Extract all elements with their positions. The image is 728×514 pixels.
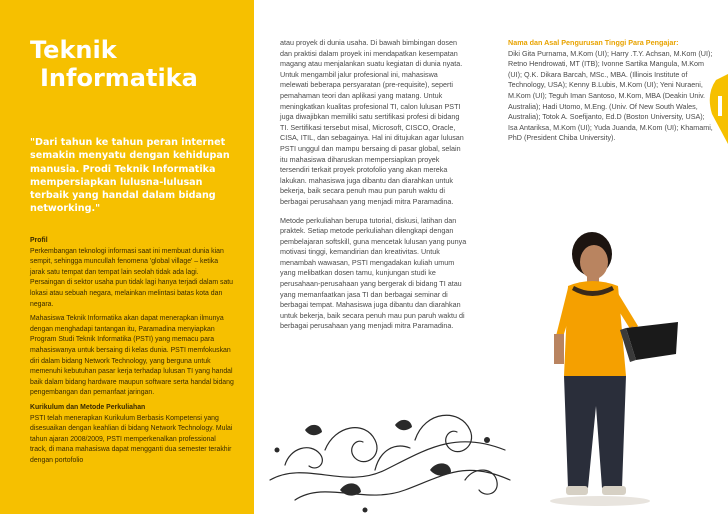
lecturers-list: Diki Gita Purnama, M.Kom (UI); Harry .T.Y. Achsan, M.Kom (UI); Retno Hendrowati, MT (ITB); Ivonne Sartika Mangula, M.Kom (UI); Q.K. Dikara Barcah, MSc., MBA. (Illinois Institute of Technology, USA); Kenny B.Lubis, M.Kom (UI); Yeni Nuraeni, M.Kom (UI); Teguh Iman Santoso, M.Kom, MBA (Deakin Univ. Australia); Hadi Utomo, M.Eng. (Univ. Of New South Wales, Australia); Totok A. Soefijanto, Ed.D (Boston University, USA); Isa Antariksa, M.Kom (UI); Yuda Juanda, M.Kom (UI); Khamami, PhD (President Chiba University). [508,48,713,143]
pull-quote: "Dari tahun ke tahun peran internet semakin menyatu dengan kehidupan manusia. Prodi Teknik Informatika mempersiapkan lulusna-lulusan terbaik yang handal dalam bidang networking." [30,137,230,215]
page-title [30,36,198,92]
floral-swirl-ornament [265,330,515,514]
middle-column [280,38,468,340]
middle-paragraph-1: atau proyek di dunia usaha. Di bawah bimbingan dosen dan praktisi dalam proyek ini mendapatkan kesempatan magang atau menjalankan suatu kegiatan di dunia nyata. Untuk mengambil jalur profesional ini, mahasiswa melewati beberapa persyaratan (pre-requisite), seperti pemahaman teori dan aplikasi yang matang. Untuk meningkatkan kualitas profesional TI, calon lulusan PSTI juga diwajibkan memiliki satu sertifikasi profesi di bidang TI. Sertifikasi tersebut misal, Microsoft, CISCO, Oracle, CISA, ITIL, dan sebagainya. Hal ini ditujukan agar lulusan PSTI unggul dan mampu bersaing di pasar global, selain itu mahasiswa diharuskan mempersiapkan proyek tersendiri terkait proyek protofolio yang akan mereka lakukan. mahasiswa juga dibantu dan diarahkan untuk bekerja, baik secara penuh mau pun paruh waktu di berbagai perusahaan yang menjadi mitra Paramadina. [280,38,464,206]
profil-paragraph-2: Mahasiswa Teknik Informatika akan dapat menerapkan ilmunya dengan menghadapi tantangan itu, Paramadina menyiapkan Program Studi Teknik Informatika (PSTI) yang memacu para mahasiswanya untuk bersaing di kelas dunia. PSTI memfokuskan diri dalam bidang Network Technology, yang berguna untuk memenuhi kebutuhan pasar kerja terhadap lulusan TI yang handal baik dalam bidang hardware maupun software serta handal bidang pengembangan dan pemanfaat jaringan. [30,315,234,397]
kurikulum-heading: Kurikulum dan Metode Perkuliahan [30,403,146,411]
middle-paragraph-2: Metode perkuliahan berupa tutorial, diskusi, latihan dan praktek. Setiap metode perkuliahan dilengkapi dengan pembelajaran softskill, guna mencetak lulusan yang punya motivasi tinggi, kemandirian dan kreativitas. Untuk menambah wawasan, PSTI mengadakan kuliah umum yang melibatkan dosen tamu, kunjungan studi ke perusahaan-perusahaan yang bergerak di bidang TI atau yang memanfaatkan jasa TI dan berbagai seminar di berbagai tempat. Mahasiswa juga dibantu dan diarahkan untuk bekerja, baik secara penuh mau pun paruh waktu di berbagai perusahaan yang menjadi mitra Paramadina. [280,215,467,331]
yellow-side-panel [0,0,254,514]
title-line-2: Informatika [40,64,198,92]
student-with-laptop-photo [540,226,682,508]
kurikulum-paragraph: PSTI telah menerapkan Kurikulum Berbasis Kompetensi yang disesuaikan dengan keahlian di bidang Network Technology. Mulai tahun ajaran 2008/2009, PSTI memperkenalkan professional track, di mana mahasiswa dapat mengganti dua semester terakhir dengan portofolio [30,414,233,464]
profil-section [30,236,234,470]
yellow-corner-decoration [706,74,728,144]
profil-heading: Profil [30,237,48,244]
lecturers-column [508,38,716,144]
lecturers-heading: Nama dan Asal Pengurusan Tinggi Para Pengajar: [508,38,679,47]
profil-paragraph-1: Perkembangan teknologi informasi saat ini membuat dunia kian sempit, sehingga muncullah fenomena 'global village' – ketika jarak satu tempat dan tempat lain seolah tidak ada lagi. Persaingan di sektor usaha pun tidak lagi hanya terjadi dalam satu lokasi atau sebuah negara, melainkan melintasi batas kota dan negara. [30,247,234,308]
title-line-1: Teknik [30,36,117,64]
